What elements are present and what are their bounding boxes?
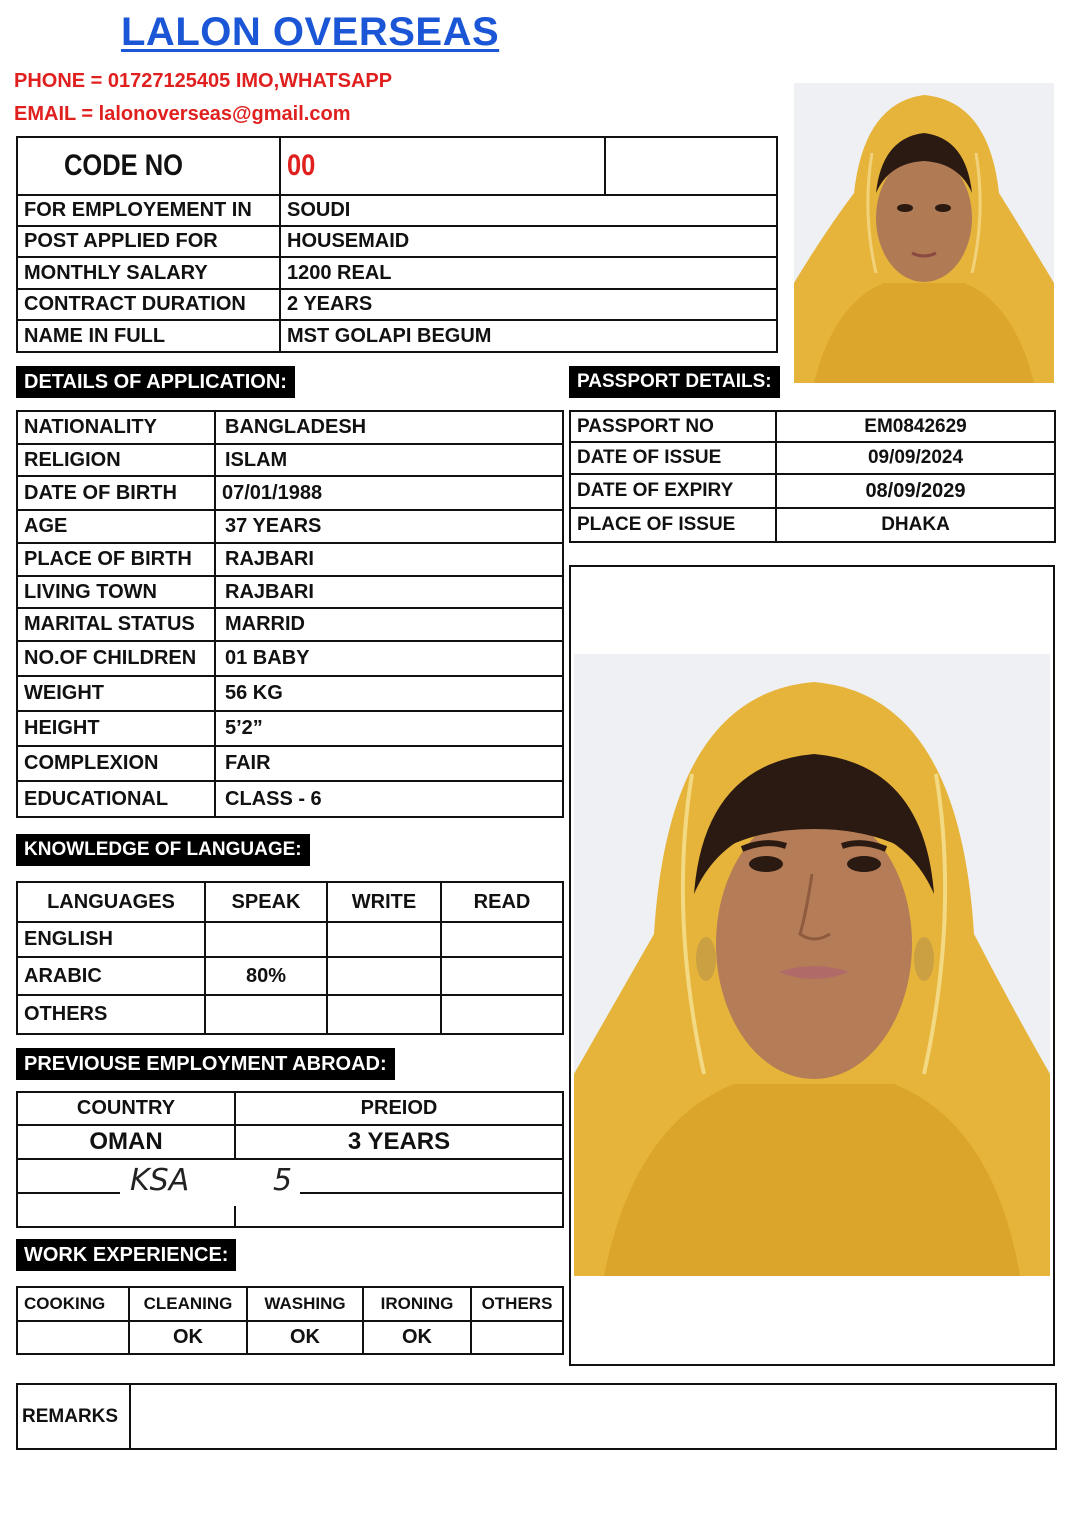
info-label: POST APPLIED FOR	[17, 226, 280, 257]
language-name: ENGLISH	[17, 922, 205, 957]
application-label: EDUCATIONAL	[17, 781, 215, 817]
work-value	[471, 1321, 563, 1354]
contact-email: EMAIL = lalonoverseas@gmail.com	[14, 103, 351, 125]
work-header-row	[17, 1287, 563, 1321]
application-row	[17, 641, 563, 676]
application-label: AGE	[17, 510, 215, 543]
applicant-photo-small	[794, 83, 1054, 383]
application-value: ISLAM	[215, 444, 563, 476]
application-value: 56 KG	[215, 676, 563, 711]
application-value: 07/01/1988	[215, 476, 563, 510]
info-row	[17, 195, 777, 226]
application-label: NO.OF CHILDREN	[17, 641, 215, 676]
job-info-table	[16, 136, 778, 353]
handwritten-country: KSA	[130, 1163, 190, 1198]
application-label: WEIGHT	[17, 676, 215, 711]
passport-label: PLACE OF ISSUE	[570, 508, 776, 542]
passport-value: 08/09/2029	[776, 474, 1055, 508]
info-value: 1200 REAL	[280, 257, 777, 289]
remarks-value	[130, 1384, 1056, 1449]
employment-col-header: PREIOD	[235, 1092, 563, 1125]
work-col-header: WASHING	[247, 1287, 363, 1321]
application-label: NATIONALITY	[17, 411, 215, 444]
work-value-row	[17, 1321, 563, 1354]
application-label: HEIGHT	[17, 711, 215, 746]
work-heading: WORK EXPERIENCE:	[16, 1239, 236, 1271]
passport-value: 09/09/2024	[776, 442, 1055, 474]
application-row	[17, 676, 563, 711]
language-speak	[205, 922, 327, 957]
application-row	[17, 476, 563, 510]
handwritten-period: 5	[273, 1163, 293, 1198]
passport-value: EM0842629	[776, 411, 1055, 442]
application-value: 5’2”	[215, 711, 563, 746]
application-row	[17, 608, 563, 641]
applicant-photo-large	[574, 654, 1050, 1276]
language-read	[441, 922, 563, 957]
language-name: OTHERS	[17, 995, 205, 1034]
code-value-cell	[280, 137, 605, 195]
code-value: 00	[287, 149, 316, 182]
info-value: MST GOLAPI BEGUM	[280, 320, 777, 352]
work-value	[17, 1321, 129, 1354]
application-value: 37 YEARS	[215, 510, 563, 543]
work-value: OK	[363, 1321, 471, 1354]
application-label: LIVING TOWN	[17, 576, 215, 608]
language-table	[16, 881, 564, 1035]
code-empty-cell	[605, 137, 777, 195]
passport-row	[570, 508, 1055, 542]
remarks-row	[17, 1384, 1056, 1449]
application-label: RELIGION	[17, 444, 215, 476]
application-row	[17, 543, 563, 576]
employment-header-row	[17, 1092, 563, 1125]
application-label: MARITAL STATUS	[17, 608, 215, 641]
language-row	[17, 995, 563, 1034]
info-value: HOUSEMAID	[280, 226, 777, 257]
passport-label: DATE OF EXPIRY	[570, 474, 776, 508]
language-col-header: WRITE	[327, 882, 441, 922]
info-label: MONTHLY SALARY	[17, 257, 280, 289]
info-row	[17, 226, 777, 257]
language-row	[17, 957, 563, 995]
work-col-header: OTHERS	[471, 1287, 563, 1321]
work-value: OK	[247, 1321, 363, 1354]
language-col-header: SPEAK	[205, 882, 327, 922]
code-label-cell	[17, 137, 280, 195]
employment-country: OMAN	[17, 1125, 235, 1159]
application-label: PLACE OF BIRTH	[17, 543, 215, 576]
passport-label: PASSPORT NO	[570, 411, 776, 442]
employment-col-header: COUNTRY	[17, 1092, 235, 1125]
application-row	[17, 510, 563, 543]
application-value: CLASS - 6	[215, 781, 563, 817]
info-value: 2 YEARS	[280, 289, 777, 320]
application-row	[17, 711, 563, 746]
application-row	[17, 781, 563, 817]
application-value: RAJBARI	[215, 543, 563, 576]
application-value: FAIR	[215, 746, 563, 781]
work-value: OK	[129, 1321, 247, 1354]
language-heading: KNOWLEDGE OF LANGUAGE:	[16, 834, 310, 866]
passport-row	[570, 474, 1055, 508]
info-row	[17, 257, 777, 289]
application-row	[17, 576, 563, 608]
company-name: LALON OVERSEAS	[121, 10, 500, 54]
application-value: 01 BABY	[215, 641, 563, 676]
work-col-header: IRONING	[363, 1287, 471, 1321]
language-read	[441, 957, 563, 995]
info-label: FOR EMPLOYEMENT IN	[17, 195, 280, 226]
employment-row	[17, 1125, 563, 1159]
application-row	[17, 444, 563, 476]
application-heading: DETAILS OF APPLICATION:	[16, 366, 295, 398]
info-label: CONTRACT DURATION	[17, 289, 280, 320]
passport-value: DHAKA	[776, 508, 1055, 542]
passport-table	[569, 410, 1056, 543]
work-table	[16, 1286, 564, 1355]
remarks-label: REMARKS	[17, 1384, 130, 1449]
application-value: RAJBARI	[215, 576, 563, 608]
language-speak	[205, 995, 327, 1034]
language-col-header: READ	[441, 882, 563, 922]
work-col-header: COOKING	[17, 1287, 129, 1321]
info-label: NAME IN FULL	[17, 320, 280, 352]
application-row	[17, 411, 563, 444]
passport-heading: PASSPORT DETAILS:	[569, 366, 780, 398]
info-row	[17, 289, 777, 320]
application-value: BANGLADESH	[215, 411, 563, 444]
language-write	[327, 995, 441, 1034]
portrait-small-illustration	[794, 83, 1054, 383]
employment-heading: PREVIOUSE EMPLOYMENT ABROAD:	[16, 1048, 395, 1080]
language-header-row	[17, 882, 563, 922]
application-table	[16, 410, 564, 818]
code-row	[17, 137, 777, 195]
passport-row	[570, 411, 1055, 442]
language-speak: 80%	[205, 957, 327, 995]
portrait-large-illustration	[574, 654, 1050, 1276]
passport-label: DATE OF ISSUE	[570, 442, 776, 474]
info-value: SOUDI	[280, 195, 777, 226]
language-read	[441, 995, 563, 1034]
application-label: DATE OF BIRTH	[17, 476, 215, 510]
employment-period: 3 YEARS	[235, 1125, 563, 1159]
application-label: COMPLEXION	[17, 746, 215, 781]
language-col-header: LANGUAGES	[17, 882, 205, 922]
language-row	[17, 922, 563, 957]
work-col-header: CLEANING	[129, 1287, 247, 1321]
contact-phone: PHONE = 01727125405 IMO,WHATSAPP	[14, 70, 393, 92]
remarks-table	[16, 1383, 1057, 1450]
full-photo-frame	[569, 565, 1055, 1366]
language-write	[327, 922, 441, 957]
code-label: CODE NO	[64, 149, 184, 182]
info-row	[17, 320, 777, 352]
application-value: MARRID	[215, 608, 563, 641]
passport-row	[570, 442, 1055, 474]
application-row	[17, 746, 563, 781]
language-name: ARABIC	[17, 957, 205, 995]
language-write	[327, 957, 441, 995]
